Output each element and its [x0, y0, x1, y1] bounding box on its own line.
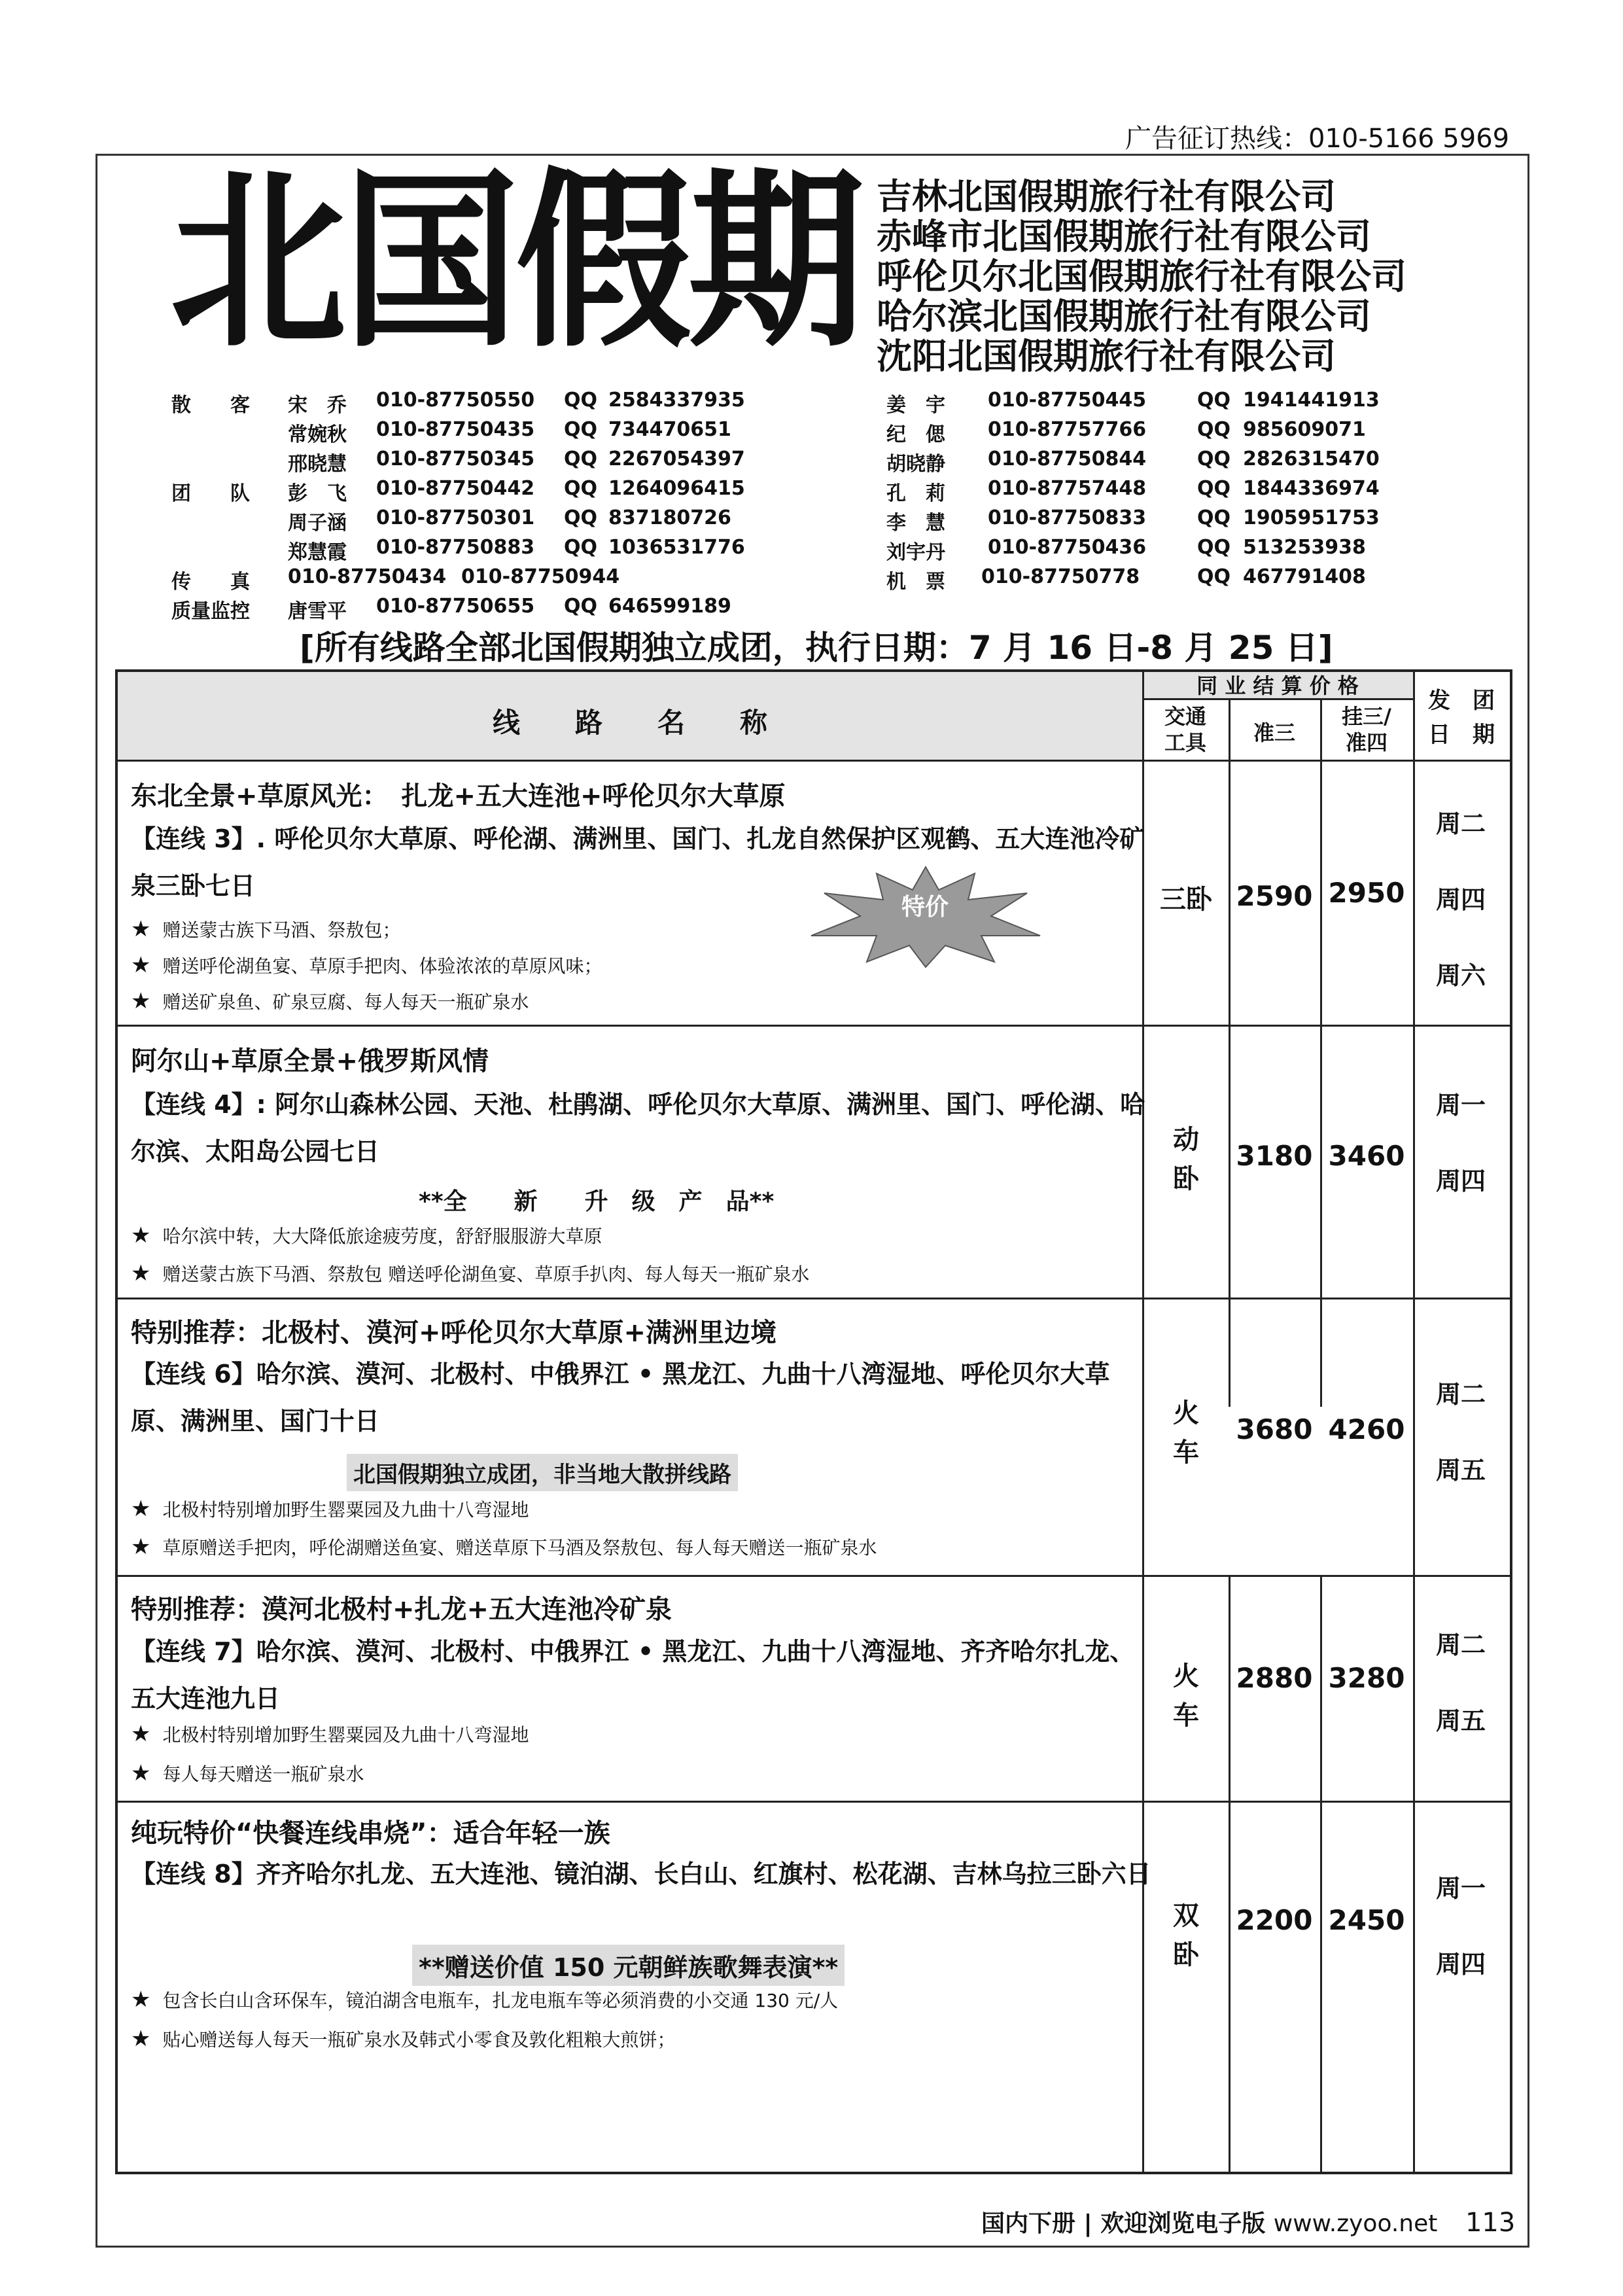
- fax-number: 010-87750944: [461, 565, 620, 588]
- contact-tel: 010-87750436: [988, 536, 1147, 559]
- header-departure: 发 团 日 期: [1428, 688, 1495, 748]
- company-name: 赤峰市北国假期旅行社有限公司: [877, 215, 1371, 257]
- contact-name: 李 慧: [886, 512, 945, 535]
- contact-name: 姜 宇: [886, 394, 945, 417]
- contact-qq: 837180726: [608, 506, 731, 529]
- contact-qq: 2584337935: [608, 389, 745, 412]
- ad-hotline: 广告征订热线：010-5166 5969: [1125, 124, 1510, 154]
- contact-category: 团 队: [171, 482, 250, 505]
- row-divider: [118, 1801, 1510, 1803]
- departure-days: [1415, 1625, 1507, 1776]
- departure-days: [1415, 804, 1507, 1031]
- brand-title: 北国假期: [170, 150, 861, 374]
- departure-day: 周四: [1435, 885, 1486, 914]
- star-icon: ★: [131, 988, 151, 1014]
- perk-item: ★ 赠送呼伦湖鱼宴、草原手把肉、体验浓浓的草原风味；: [131, 952, 602, 978]
- route-description: 【连线 6】哈尔滨、漠河、北极村、中俄界江 • 黑龙江、九曲十八湾湿地、呼伦贝尔大草原、满洲里、国门十日: [131, 1360, 1110, 1436]
- special-price-badge: 特价: [901, 894, 949, 921]
- header-price4: 挂三/ 准四: [1342, 704, 1391, 755]
- transport-type: 三卧: [1160, 885, 1212, 915]
- route-highlight: 北国假期独立成团，非当地大散拼线路: [347, 1454, 738, 1491]
- row-divider: [118, 1025, 1510, 1027]
- route-title: 阿尔山+草原全景+俄罗斯风情: [131, 1046, 489, 1076]
- notice-banner: [所有线路全部北国假期独立成团，执行日期：7 月 16 日-8 月 25 日]: [300, 629, 1333, 667]
- contact-tel: 010-87750778: [981, 565, 1140, 588]
- contact-qq: 1844336974: [1243, 477, 1380, 500]
- transport-type: 双 卧: [1173, 1901, 1199, 1970]
- contact-name: 唐雪平: [288, 600, 347, 623]
- contact-tel: 010-87750550: [376, 389, 535, 412]
- perk-item: ★ 包含长白山含环保车，镜泊湖含电瓶车，扎龙电瓶车等必须消费的小交通 130 元/人: [131, 1987, 839, 2013]
- header-transport: 交通 工具: [1164, 704, 1206, 755]
- qq-label: QQ: [1197, 477, 1231, 500]
- qq-label: QQ: [1197, 389, 1231, 412]
- departure-day: 周一: [1435, 1874, 1486, 1903]
- contact-name: 周子涵: [288, 512, 347, 535]
- qq-label: QQ: [1197, 448, 1231, 470]
- price-standard3: 3680: [1236, 1413, 1313, 1445]
- contact-qq: 985609071: [1243, 418, 1366, 441]
- perk-item: ★ 北极村特别增加野生罂粟园及九曲十八弯湿地: [131, 1496, 529, 1522]
- route-title: 纯玩特价“快餐连线串烧”：适合年轻一族: [131, 1818, 610, 1848]
- contact-name: 宋 乔: [288, 394, 347, 417]
- price-standard4: 3460: [1328, 1140, 1405, 1172]
- route-title: 特别推荐：北极村、漠河+呼伦贝尔大草原+满洲里边境: [131, 1318, 777, 1348]
- contact-name: 纪 偲: [886, 423, 945, 446]
- qq-label: QQ: [564, 506, 598, 529]
- company-name: 吉林北国假期旅行社有限公司: [877, 175, 1336, 217]
- star-icon: ★: [131, 1496, 151, 1522]
- contact-name: 常婉秋: [288, 423, 347, 446]
- price-standard4: 4260: [1328, 1413, 1405, 1445]
- price-standard4: 2450: [1328, 1904, 1405, 1936]
- route-title: 特别推荐：漠河北极村+扎龙+五大连池冷矿泉: [131, 1595, 672, 1625]
- star-icon: ★: [131, 1721, 151, 1747]
- contact-tel: 010-87750442: [376, 477, 535, 500]
- route-highlight: **赠送价值 150 元朝鲜族歌舞表演**: [412, 1945, 845, 1986]
- perk-item: ★ 每人每天赠送一瓶矿泉水: [131, 1760, 364, 1786]
- route-description: 【连线 4】: 阿尔山森林公园、天池、杜鹃湖、呼伦贝尔大草原、满洲里、国门、呼伦湖、哈尔滨、太阳岛公园七日: [131, 1090, 1145, 1166]
- price-standard4: 2950: [1328, 877, 1405, 909]
- header-price-group: 同 业 结 算 价 格: [1196, 673, 1359, 698]
- contact-category: 散 客: [171, 394, 250, 417]
- transport-type: 火 车: [1173, 1398, 1199, 1468]
- contact-qq: 2826315470: [1243, 448, 1380, 470]
- footer-section: 国内下册 | 欢迎浏览电子版: [981, 2210, 1266, 2237]
- contact-name: 机 票: [886, 571, 945, 593]
- perk-item: ★ 赠送矿泉鱼、矿泉豆腐、每人每天一瓶矿泉水: [131, 988, 529, 1014]
- fax-number: 010-87750434: [288, 565, 447, 588]
- page-number: 113: [1465, 2208, 1516, 2238]
- price-standard4: 3280: [1328, 1662, 1405, 1694]
- contact-qq: 1036531776: [608, 536, 745, 559]
- contact-qq: 1941441913: [1243, 389, 1380, 412]
- qq-label: QQ: [1197, 418, 1231, 441]
- departure-day: 周四: [1435, 1167, 1486, 1195]
- contact-category: 质量监控: [171, 600, 250, 623]
- price-standard3: 3180: [1236, 1140, 1313, 1172]
- column-divider: [1320, 699, 1322, 1407]
- departure-day: 周二: [1435, 1380, 1486, 1409]
- header-bottom: [118, 760, 1510, 762]
- perk-item: ★ 赠送蒙古族下马酒、祭敖包；: [131, 916, 401, 942]
- contact-tel: 010-87750301: [376, 506, 535, 529]
- departure-day: 周六: [1435, 961, 1486, 990]
- row-divider: [118, 1298, 1510, 1299]
- departure-days: [1415, 1085, 1507, 1237]
- perk-item: ★ 哈尔滨中转，大大降低旅途疲劳度，舒舒服服游大草原: [131, 1222, 602, 1248]
- perk-item: ★ 北极村特别增加野生罂粟园及九曲十八弯湿地: [131, 1721, 529, 1747]
- departure-day: 周五: [1435, 1706, 1486, 1735]
- qq-label: QQ: [1197, 565, 1231, 588]
- contact-name: 彭 飞: [288, 482, 347, 505]
- contact-tel: 010-87750345: [376, 448, 535, 470]
- qq-label: QQ: [564, 595, 598, 618]
- departure-day: 周一: [1435, 1091, 1486, 1120]
- company-name: 沈阳北国假期旅行社有限公司: [877, 335, 1336, 377]
- qq-label: QQ: [564, 389, 598, 412]
- departure-days: [1415, 1868, 1507, 2020]
- contact-qq: 734470651: [608, 418, 731, 441]
- departure-day: 周二: [1435, 1631, 1486, 1659]
- contact-tel: 010-87750445: [988, 389, 1147, 412]
- price-standard3: 2590: [1236, 880, 1313, 912]
- column-divider: [1229, 699, 1230, 1407]
- company-list: [877, 177, 1406, 376]
- qq-label: QQ: [564, 418, 598, 441]
- route-description: 【连线 8】齐齐哈尔扎龙、五大连池、镜泊湖、长白山、红旗村、松花湖、吉林乌拉三卧六日: [131, 1860, 1151, 1888]
- contact-tel: 010-87757766: [988, 418, 1147, 441]
- contact-tel: 010-87750833: [988, 506, 1147, 529]
- row-divider: [118, 1575, 1510, 1577]
- contact-name: 刘宇丹: [886, 541, 945, 564]
- transport-type: 动 卧: [1173, 1125, 1199, 1194]
- perk-item: ★ 草原赠送手把肉，呼伦湖赠送鱼宴、赠送草原下马酒及祭敖包、每人每天赠送一瓶矿泉水: [131, 1534, 877, 1560]
- contact-name: 郑慧霞: [288, 541, 347, 564]
- perk-item: ★ 赠送蒙古族下马酒、祭敖包 赠送呼伦湖鱼宴、草原手扒肉、每人每天一瓶矿泉水: [131, 1260, 810, 1286]
- price-standard3: 2880: [1236, 1662, 1313, 1694]
- qq-label: QQ: [1197, 536, 1231, 559]
- header-route-name: 线 路 名 称: [492, 707, 767, 739]
- qq-label: QQ: [1197, 506, 1231, 529]
- departure-day: 周五: [1435, 1456, 1486, 1485]
- route-title: 东北全景+草原风光： 扎龙+五大连池+呼伦贝尔大草原: [131, 781, 786, 811]
- contact-qq: 1264096415: [608, 477, 745, 500]
- qq-label: QQ: [564, 477, 598, 500]
- star-icon: ★: [131, 916, 151, 942]
- contact-qq: 646599189: [608, 595, 731, 618]
- qq-label: QQ: [564, 448, 598, 470]
- star-icon: ★: [131, 1987, 151, 2013]
- route-description: 【连线 7】哈尔滨、漠河、北极村、中俄界江 • 黑龙江、九曲十八湾湿地、齐齐哈尔扎龙、五大连池九日: [131, 1637, 1135, 1713]
- contact-tel: 010-87750655: [376, 595, 535, 618]
- star-icon: ★: [131, 952, 151, 978]
- price-standard3: 2200: [1236, 1904, 1313, 1936]
- star-icon: ★: [131, 1760, 151, 1786]
- transport-type: 火 车: [1173, 1661, 1199, 1731]
- contact-tel: 010-87757448: [988, 477, 1147, 500]
- company-name: 呼伦贝尔北国假期旅行社有限公司: [877, 255, 1406, 297]
- header-price3: 准三: [1253, 720, 1295, 745]
- route-description: 【连线 3】. 呼伦贝尔大草原、呼伦湖、满洲里、国门、扎龙自然保护区观鹤、五大连池冷矿泉三卧七日: [131, 824, 1145, 900]
- contact-qq: 2267054397: [608, 448, 745, 470]
- contact-qq: 1905951753: [1243, 506, 1380, 529]
- departure-day: 周二: [1435, 809, 1486, 838]
- contact-name: 邢晓慧: [288, 453, 347, 476]
- contact-tel: 010-87750435: [376, 418, 535, 441]
- route-highlight: **全 新 升 级 产 品**: [419, 1188, 775, 1215]
- departure-days: [1415, 1374, 1507, 1526]
- star-icon: ★: [131, 1260, 151, 1286]
- perk-item: ★ 贴心赠送每人每天一瓶矿泉水及韩式小零食及敦化粗粮大煎饼；: [131, 2026, 676, 2052]
- star-icon: ★: [131, 2026, 151, 2052]
- company-name: 哈尔滨北国假期旅行社有限公司: [877, 295, 1371, 337]
- star-icon: ★: [131, 1534, 151, 1560]
- page-footer: [981, 2205, 1515, 2238]
- contact-qq: 467791408: [1243, 565, 1366, 588]
- contact-tel: 010-87750883: [376, 536, 535, 559]
- star-icon: ★: [131, 1222, 151, 1248]
- qq-label: QQ: [564, 536, 598, 559]
- contact-tel: 010-87750844: [988, 448, 1147, 470]
- footer-url[interactable]: www.zyoo.net: [1273, 2210, 1438, 2237]
- contact-qq: 513253938: [1243, 536, 1366, 559]
- contact-category: 传 真: [171, 571, 250, 593]
- contact-name: 孔 莉: [886, 482, 945, 505]
- contact-name: 胡晓静: [886, 453, 945, 476]
- departure-day: 周四: [1435, 1950, 1486, 1979]
